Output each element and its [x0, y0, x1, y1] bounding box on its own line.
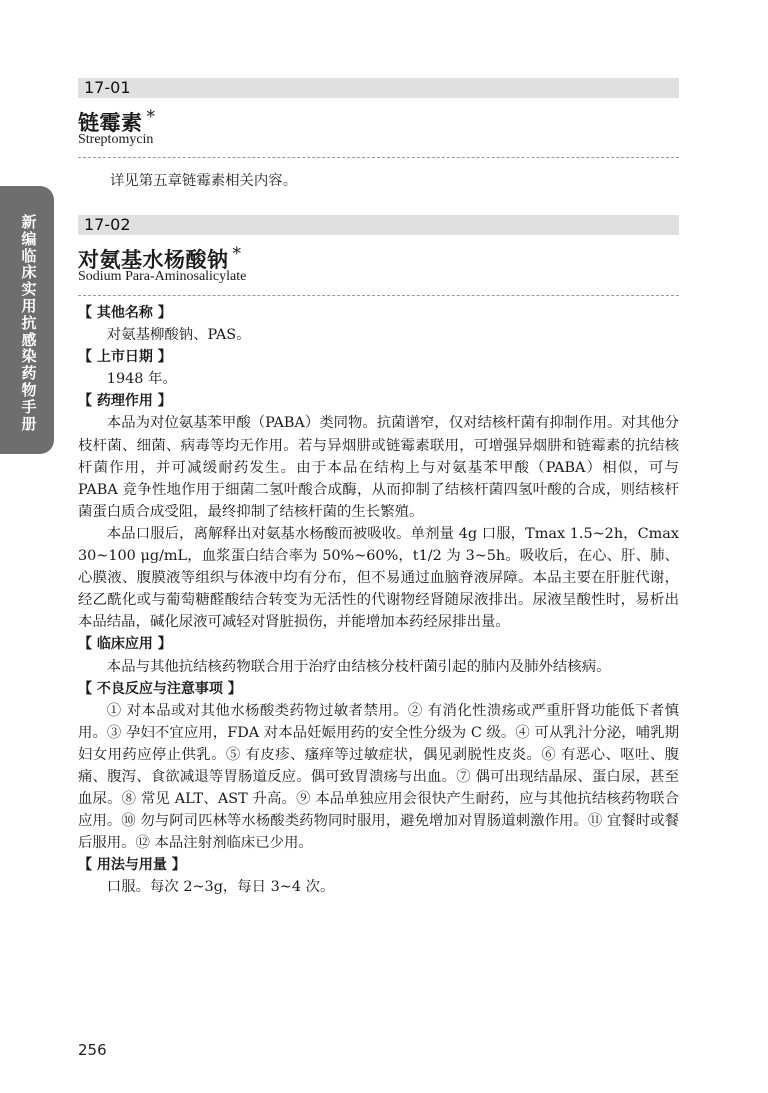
- drug-english-name: Sodium Para-Aminosalicylate: [78, 269, 247, 284]
- section-heading-pharmacology: 【 药理作用 】: [78, 393, 172, 410]
- section-heading-other-names: 【 其他名称 】: [78, 305, 172, 321]
- divider: [78, 157, 679, 158]
- drug-english-name: Streptomycin: [78, 132, 154, 147]
- drug-title-text: 对氨基水杨酸钠: [78, 247, 229, 272]
- see-reference-note: 详见第五章链霉素相关内容。: [110, 173, 298, 189]
- market-date-text: 1948 年。: [106, 371, 177, 388]
- drug-star: *: [232, 244, 242, 264]
- entry-code: 17-01: [84, 78, 131, 97]
- clinical-use-text: 本品与其他抗结核药物联合用于治疗由结核分枝杆菌引起的肺内及肺外结核病。: [106, 658, 611, 675]
- section-heading-clinical-use: 【 临床应用 】: [78, 636, 172, 653]
- section-heading-dosage: 【 用法与用量 】: [78, 857, 186, 874]
- page-number: 256: [78, 1041, 107, 1059]
- pharmacology-paragraph: 本品为对位氨基苯甲酸（PABA）类同物。抗菌谱窄，仅对结核杆菌有抑制作用。对其他分枝杆菌、细菌、病毒等均无作用。若与异烟肼或链霉素联用，可增强异烟肼和链霉素的抗结核杆菌作用，并可减缓耐药发生。由于本品在结构上与对氨基苯甲酸（PABA）相似，可与 PABA 竞争性地作用于细菌二氢叶酸合成酶，从而抑制了结核杆菌四氢叶酸的合成，则结核杆菌蛋白质合成受阻，最终抑制了结核杆菌的生长繁殖。: [78, 415, 679, 520]
- dosage-text: 口服。每次 2~3g，每日 3~4 次。: [106, 879, 335, 896]
- entry-code: 17-02: [84, 215, 131, 234]
- side-tab-label: 新编临床实用抗感染药物手册: [21, 213, 37, 433]
- section-heading-market-date: 【 上市日期 】: [78, 349, 172, 366]
- other-names-text: 对氨基柳酸钠、PAS。: [106, 327, 251, 344]
- adverse-reactions-text: ① 对本品或对其他水杨酸类药物过敏者禁用。② 有消化性溃疡或严重肝肾功能低下者慎用。③ 孕妇不宜应用，FDA 对本品妊娠用药的安全性分级为 C 级。④ 可从乳汁分泌，哺乳期妇女用药应停止供乳。⑤ 有皮疹、瘙痒等过敏症状，偶见剥脱性皮炎。⑥ 有恶心、呕吐、腹痛、腹泻、食欲减退等胃肠道反应。偶可致胃溃疡与出血。⑦ 偶可出现结晶尿、蛋白尿，甚至血尿。⑧ 常见 ALT、AST 升高。⑨ 本品单独应用会很快产生耐药，应与其他抗结核药物联合应用。⑩ 勿与阿司匹林等水杨酸类药物同时服用，避免增加对胃肠道刺激作用。⑪ 宜餐时或餐后服用。⑫ 本品注射剂临床已少用。: [78, 702, 679, 852]
- drug-star: *: [146, 107, 156, 127]
- pharmacokinetics-paragraph: 本品口服后，离解释出对氨基水杨酸而被吸收。单剂量 4g 口服，Tmax 1.5~2h，Cmax 30~100 μg/mL，血浆蛋白结合率为 50%~60%，t1/2 为 3~5h。吸收后，在心、肝、肺、心膜液、腹膜液等组织与体液中均有分布，但不易通过血脑脊液屏障。本品主要在肝脏代谢，经乙酰化或与葡萄糖醛酸结合转变为无活性的代谢物经肾随尿液排出。尿液呈酸性时，易析出本品结晶，碱化尿液可减轻对肾脏损伤，并能增加本药经尿排出量。: [78, 525, 679, 631]
- entry-code-bar: [78, 215, 679, 235]
- entry-code-bar: [78, 78, 679, 98]
- section-heading-adverse-reactions: 【 不良反应与注意事项 】: [78, 680, 242, 697]
- drug-title-text: 链霉素: [78, 110, 143, 135]
- divider: [78, 295, 679, 296]
- monograph-body: [78, 302, 679, 899]
